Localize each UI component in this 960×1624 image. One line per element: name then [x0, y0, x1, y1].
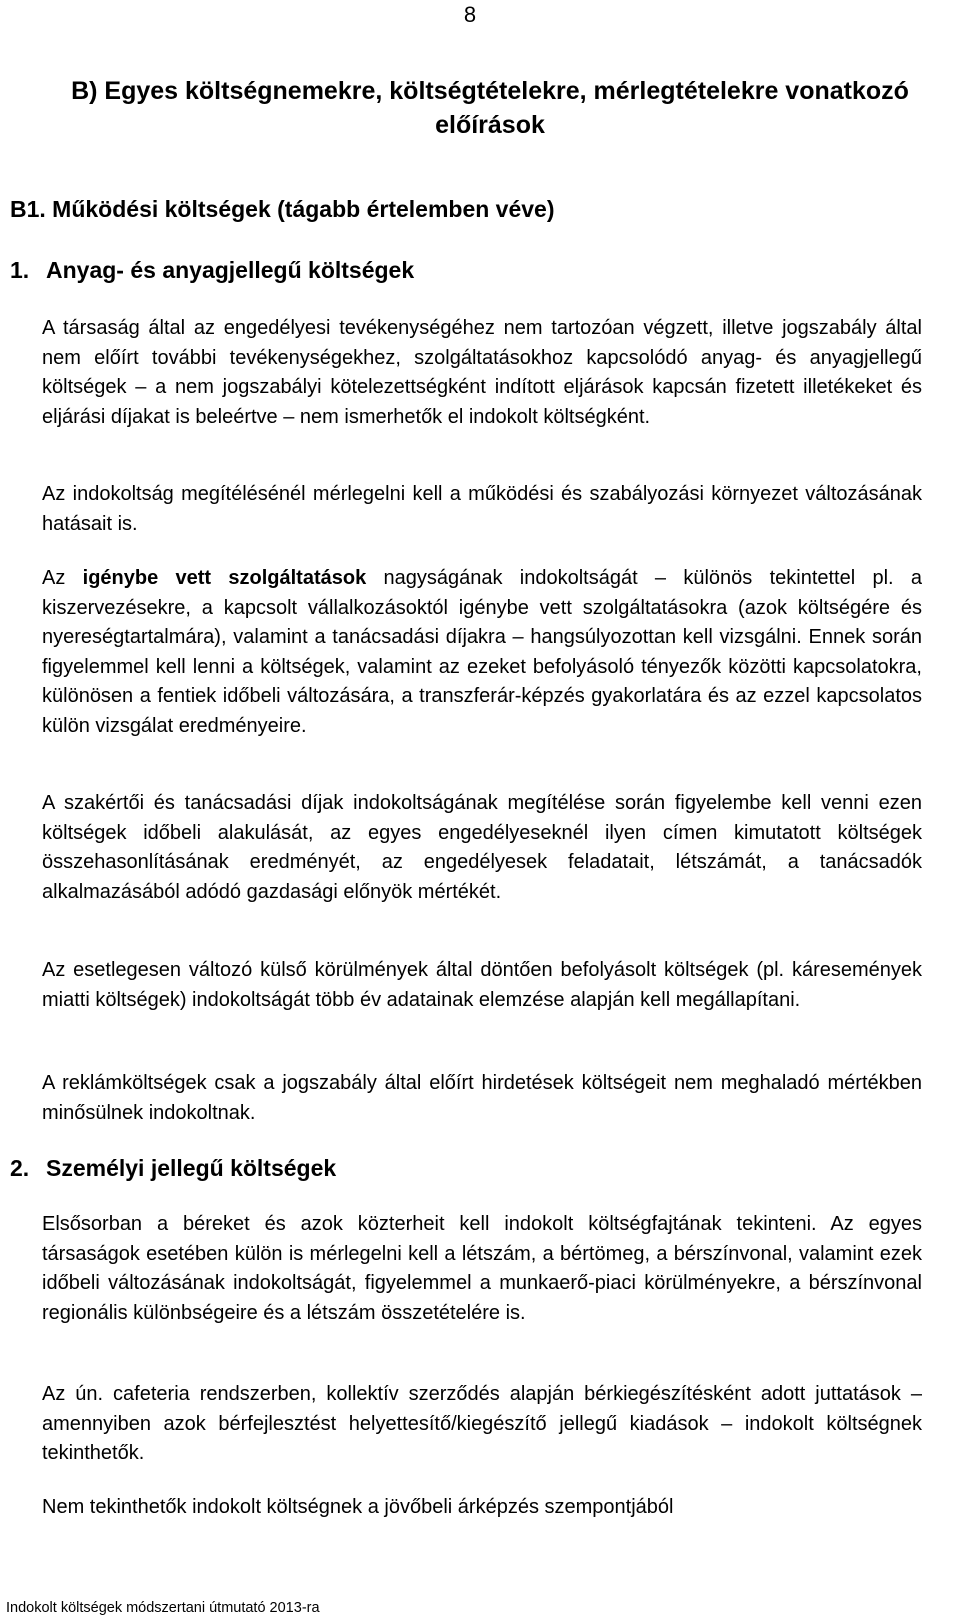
page-footer: Indokolt költségek módszertani útmutató 2013-ra — [6, 1600, 320, 1616]
text-run: nagyságának indokoltságát – különös tekintettel pl. a kiszervezésekre, a kapcsolt vállalkozásoktól igénybe vett szolgáltatásokra (azok költségére és nyereségtartalmára), valamint a tanácsadási díjakra – hangsúlyozottan kell vizsgálni. Ennek során figyelemmel kell lenni a költségek, valamint az ezeket befolyásoló tényezők közötti kapcsolatokra, különösen a fentiek időbeli változására, a transzferár-képzés gyakorlatára és az ezzel kapcsolatos külön vizsgálat eredményeire. — [42, 567, 923, 737]
text-run: Az — [42, 567, 83, 589]
paragraph: Az ún. cafeteria rendszerben, kollektív szerződés alapján bérkiegészítésként adott juttatások – amennyiben azok bérfejlesztést helyettesítő/kiegészítő jellegű kiadások – indokolt költségnek tekinthetők. — [42, 1383, 922, 1464]
paragraph: Elsősorban a béreket és azok közterheit kell indokolt költségfajtának tekinteni. Az egyes társaságok esetében külön is mérlegelni kell a létszám, a bértömeg, a bérszínvonal, valamint ezek időbeli változásának indokoltságát, figyelemmel a munkaerő-piaci körülményekre, a bérszínvonal regionális különbségeire és a létszám összetételére is. — [42, 1213, 922, 1324]
section-1-heading — [10, 257, 414, 284]
section-title: Személyi jellegű költségek — [46, 1155, 337, 1181]
section-number: 2. — [10, 1155, 30, 1181]
paragraph: Az indokoltság megítélésénél mérlegelni kell a működési és szabályozási környezet változásának hatásait is. — [42, 483, 922, 535]
section-b1-heading: B1. Működési költségek (tágabb értelemben véve) — [10, 196, 555, 222]
paragraph: A szakértői és tanácsadási díjak indokoltságának megítélése során figyelembe kell venni ezen költségek időbeli alakulását, az egyes engedélyeseknél ilyen címen kimutatott költségek összehasonlításának eredményét, az engedélyesek feladatait, létszámát, a tanácsadók alkalmazásából adódó gazdasági előnyök mértékét. — [42, 792, 922, 903]
paragraph: Nem tekinthetők indokolt költségnek a jövőbeli árképzés szempontjából — [42, 1496, 674, 1518]
bold-phrase: igénybe vett szolgáltatások — [82, 567, 367, 589]
paragraph: Az esetlegesen változó külső körülmények által döntően befolyásolt költségek (pl. káresemények miatti költségek) indokoltságát több év adatainak elemzése alapján kell megállapítani. — [42, 959, 922, 1011]
section-2-heading — [10, 1155, 336, 1182]
document-title: B) Egyes költségnemekre, költségtételekre, mérlegtételekre vonatkozó előírások — [71, 77, 909, 139]
section-number: 1. — [10, 257, 30, 283]
paragraph: A társaság által az engedélyesi tevékenységéhez nem tartozóan végzett, illetve jogszabály által nem előírt további tevékenységekhez, szolgáltatásokhoz kapcsolódó anyag- és anyagjellegű költségek – a nem jogszabályi kötelezettségként indított eljárások kapcsán fizetett illetékeket és eljárási díjakat is beleértve – nem ismerhetők el indokolt költségként. — [42, 317, 922, 428]
paragraph-services — [42, 564, 922, 741]
page-number: 8 — [463, 2, 477, 27]
section-title: Anyag- és anyagjellegű költségek — [46, 257, 415, 283]
paragraph: A reklámköltségek csak a jogszabály által előírt hirdetések költségeit nem meghaladó mértékben minősülnek indokoltnak. — [42, 1072, 922, 1124]
